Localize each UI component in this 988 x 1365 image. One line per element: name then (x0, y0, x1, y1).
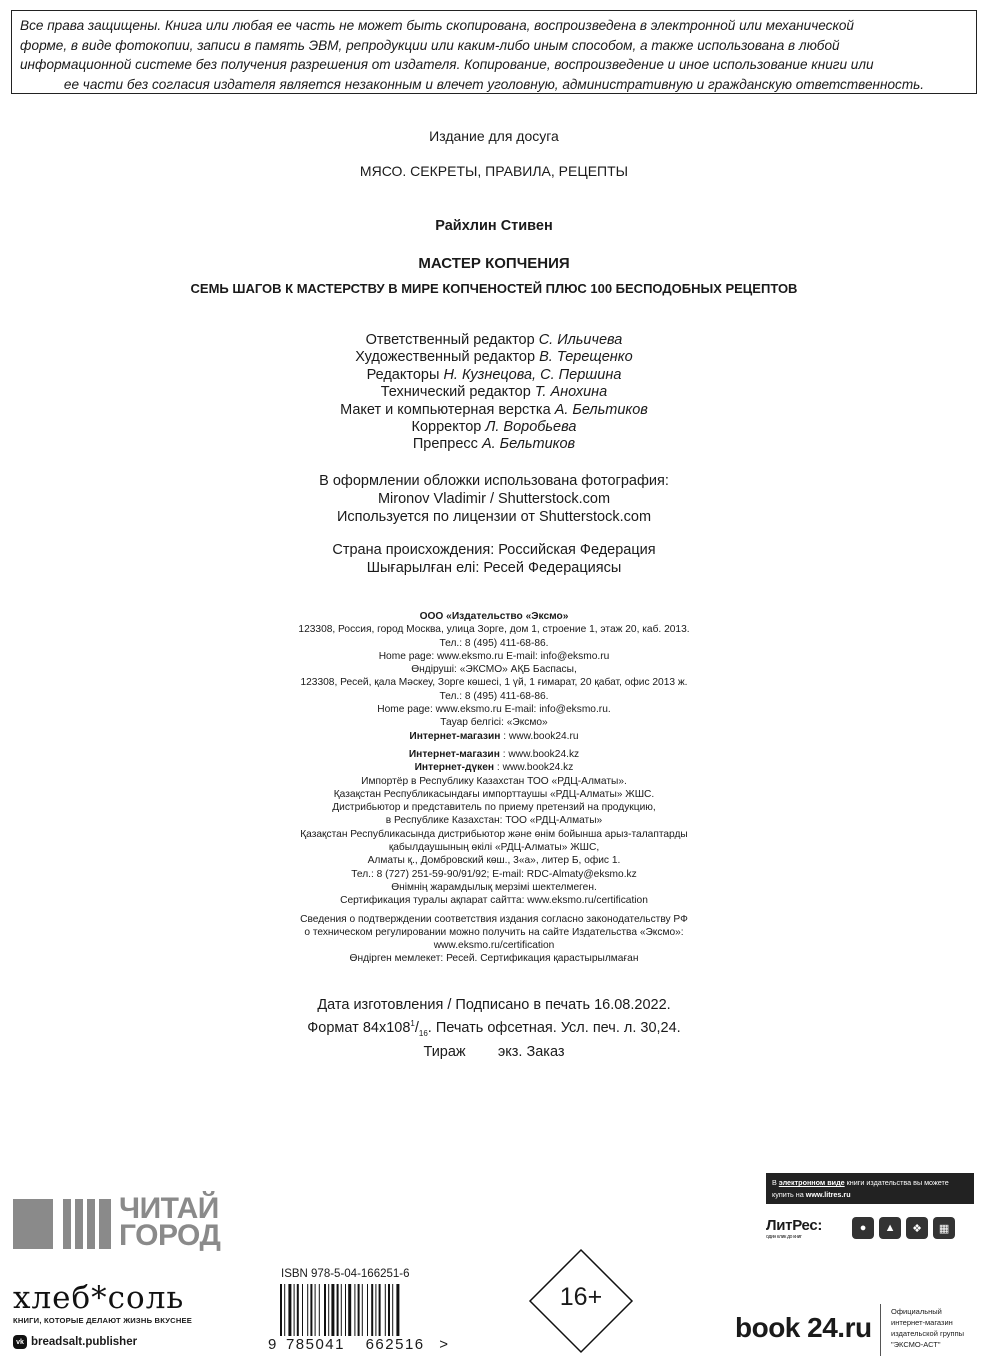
publisher-line: Өндіруші: «ЭКСМО» АҚБ Баспасы, (411, 664, 577, 676)
credit-role: Ответственный редактор (365, 332, 535, 348)
book-title: МАСТЕР КОПЧЕНИЯ (418, 255, 570, 272)
age-rating: 16+ (559, 1283, 603, 1311)
barcode-digit-group: 662516 (365, 1336, 425, 1353)
chitai-gorod-wordmark (119, 1192, 221, 1252)
credit-person: С. Ильичева (538, 332, 623, 348)
publisher-line: Тел.: 8 (495) 411-68-86. (439, 637, 549, 649)
book24-note-line: издательской группы (891, 1329, 965, 1338)
credit-role: Препресс (412, 436, 478, 453)
publisher-line: в Республике Казахстан: ТОО «РДЦ-Алматы» (385, 815, 603, 827)
shop-url: : www.book24.ru (500, 730, 579, 742)
khleb-sol-wordmark: хлеб*соль (13, 1280, 185, 1316)
publisher-line: Тел.: 8 (495) 411-68-86. (439, 690, 549, 702)
vk-handle: breadsalt.publisher (31, 1336, 138, 1348)
credit-row (0, 384, 988, 401)
format-suffix: . Печать офсетная. Усл. печ. л. 30,24. (427, 1019, 681, 1036)
shop-kz2-line (0, 761, 988, 774)
credit-person: Н. Кузнецова, С. Першина (443, 366, 622, 383)
litres-text-bold: электронном виде (778, 1178, 845, 1187)
publisher-line: қабылдаушының өкілі «РДЦ-Алматы» ЖШС, (388, 842, 600, 854)
photo-line: Mironov Vladimir / Shutterstock.com (377, 491, 611, 507)
publisher-line: Қазақстан Республикасындағы импорттаушы «РДЦ-Алматы» ЖШС. (333, 788, 655, 800)
litres-url: www.litres.ru (805, 1190, 851, 1199)
credit-person: А. Бельтиков (481, 436, 576, 453)
publisher-line: Қазақстан Республикасында дистрибьютор және өнім бойынша арыз-талаптарды (300, 828, 688, 840)
vk-icon: vk (13, 1335, 27, 1349)
book24-note-line: интернет-магазин (891, 1318, 953, 1327)
publisher-line: Өнімнің жарамдылық мерзімі шектелмеген. (391, 881, 597, 893)
copyright-line: информационной системе без получения разрешения от издателя. Копирование, воспроизведение и иное использование книги или (20, 57, 874, 72)
barcode-icon (280, 1284, 432, 1344)
litres-text: В (772, 1178, 779, 1187)
android-icon: ▲ (879, 1217, 901, 1239)
publisher-name: ООО «Издательство «Эксмо» (419, 611, 569, 622)
country-of-origin (0, 541, 988, 577)
platform-icons (852, 1217, 955, 1239)
barcode-digit-group: > (439, 1336, 448, 1353)
litres-logo (766, 1217, 822, 1240)
shop-kz-line (0, 748, 988, 761)
barcode-digit-group: 785041 (285, 1336, 345, 1353)
format-sub: 16 (418, 1028, 428, 1038)
edition-type: Издание для досуга (429, 128, 559, 144)
credit-row (0, 332, 988, 349)
publisher-line: Home page: www.eksmo.ru E-mail: info@eksmo.ru (378, 650, 610, 662)
book24-divider (880, 1304, 881, 1356)
khleb-sol-logo (13, 1280, 203, 1349)
windows-icon: ▦ (933, 1217, 955, 1239)
barcode-digits (268, 1336, 448, 1353)
cover-photo-credit (0, 472, 988, 526)
publisher-line: Home page: www.eksmo.ru E-mail: info@eksmo.ru. (377, 704, 611, 716)
publisher-line: Өндірген мемлекет: Ресей. Сертификация қарастырылмаған (349, 953, 639, 965)
publisher-line: Тел.: 8 (727) 251-59-90/91/92; E-mail: RDC-Almaty@eksmo.kz (351, 868, 637, 880)
format-prefix: Формат 84x108 (307, 1019, 411, 1036)
chitai-gorod-logo (13, 1192, 221, 1253)
credit-row (0, 367, 988, 384)
origin-line: Страна происхождения: Российская Федерация (332, 542, 656, 558)
book24-note (891, 1306, 986, 1350)
isbn-barcode (268, 1268, 448, 1358)
book-subtitle: СЕМЬ ШАГОВ К МАСТЕРСТВУ В МИРЕ КОПЧЕНОСТЕЙ ПЛЮС 100 БЕСПОДОБНЫХ РЕЦЕПТОВ (190, 281, 798, 296)
publisher-line: Тауар белгісі: «Эксмо» (440, 717, 548, 729)
author-name: Райхлин Стивен (435, 218, 553, 234)
litres-notice (766, 1173, 974, 1204)
origin-line: Шығарылған елі: Ресей Федерациясы (366, 560, 622, 576)
publisher-line: Сведения о подтверждении соответствия издания согласно законодательству РФ (300, 913, 688, 925)
shop-label: Интернет-магазин (408, 748, 500, 760)
credit-role: Художественный редактор (355, 349, 536, 366)
shop-ru-line (0, 730, 988, 743)
credits-list (0, 332, 988, 454)
publisher-line: Дистрибьютор и представитель по приему претензий на продукцию, (332, 802, 656, 814)
khleb-sol-tagline: КНИГИ, КОТОРЫЕ ДЕЛАЮТ ЖИЗНЬ ВКУСНЕЕ (13, 1316, 193, 1325)
print-run: Тираж экз. Заказ (423, 1044, 565, 1060)
format-sup: 1 (410, 1018, 415, 1028)
publisher-info (0, 610, 988, 966)
credit-role: Редакторы (366, 366, 440, 383)
litres-brand: ЛитРес: (766, 1216, 823, 1234)
shop-label: Интернет-магазин (409, 730, 501, 742)
publisher-line: Сертификация туралы ақпарат сайтта: www.eksmo.ru/certification (340, 895, 648, 907)
apple-icon: ● (852, 1217, 874, 1239)
book24-note-line: "ЭКСМО-АСТ" (891, 1340, 941, 1349)
credit-person: В. Терещенко (539, 349, 633, 366)
credit-person: Л. Воробьева (485, 419, 577, 436)
book24-logo: book 24.ru (735, 1312, 872, 1343)
litres-text: купить на (772, 1190, 806, 1199)
credit-person: Т. Анохина (534, 384, 608, 401)
copyright-notice (11, 10, 977, 94)
credit-row (0, 436, 988, 453)
photo-line: В оформлении обложки использована фотография: (319, 473, 669, 489)
litres-text: книги издательства вы можете (844, 1178, 949, 1187)
print-details (0, 996, 988, 1062)
credit-person: А. Бельтиков (554, 401, 648, 418)
chitai-gorod-line2: ГОРОД (119, 1219, 221, 1252)
shop-url: : www.book24.kz (499, 748, 580, 760)
format-slash: / (414, 1019, 419, 1036)
litres-brand-row (766, 1213, 974, 1243)
shop-url: : www.book24.kz (494, 762, 574, 774)
publisher-line: www.eksmo.ru/certification (433, 940, 555, 952)
barcode-digit-group: 9 (268, 1336, 277, 1353)
copyright-line: ее части без согласия издателя является незаконным и влечет уголовную, административную и гражданскую ответственность. (63, 76, 925, 92)
credit-row (0, 419, 988, 436)
publisher-line: о техническом регулировании можно получить на сайте Издательства «Эксмо»: (304, 926, 684, 938)
credit-row (0, 402, 988, 419)
shop-label: Интернет-дүкен (414, 762, 495, 774)
chitai-gorod-line1: ЧИТАЙ (119, 1192, 219, 1225)
book24-note-line: Официальный (891, 1307, 942, 1316)
credit-role: Макет и компьютерная верстка (340, 401, 551, 418)
isbn-number: ISBN 978-5-04-166251-6 (281, 1268, 410, 1280)
copyright-line: Все права защищены. Книга или любая ее часть не может быть скопирована, воспроизведена в электронной или механической (20, 18, 854, 33)
publisher-line: 123308, Россия, город Москва, улица Зорге, дом 1, строение 1, этаж 20, каб. 2013. (298, 624, 690, 636)
khleb-sol-social (13, 1335, 203, 1349)
credit-role: Технический редактор (380, 384, 531, 401)
print-date: Дата изготовления / Подписано в печать 16.08.2022. (317, 997, 671, 1013)
publisher-line: Импортёр в Республику Казахстан ТОО «РДЦ-Алматы». (361, 775, 627, 787)
format-line (0, 1015, 988, 1044)
copyright-line: форме, в виде фотокопии, записи в память ЭВМ, репродукции или каким-либо иным способом, а также использована в любой (20, 37, 840, 53)
photo-line: Используется по лицензии от Shutterstock.com (336, 509, 652, 525)
litres-banner (766, 1173, 974, 1243)
litres-brand-sub: один клик до книг (766, 1233, 802, 1240)
credit-row (0, 349, 988, 366)
publisher-line: Алматы қ., Домбровский көш., 3«а», литер Б, офис 1. (367, 855, 621, 867)
windows-phone-icon: ❖ (906, 1217, 928, 1239)
publisher-line: 123308, Ресей, қала Мәскеу, Зорге көшесі, 1 үй, 1 ғимарат, 20 қабат, офис 2013 ж. (300, 677, 688, 689)
credit-role: Корректор (411, 419, 482, 436)
series-title: МЯСО. СЕКРЕТЫ, ПРАВИЛА, РЕЦЕПТЫ (359, 163, 629, 179)
